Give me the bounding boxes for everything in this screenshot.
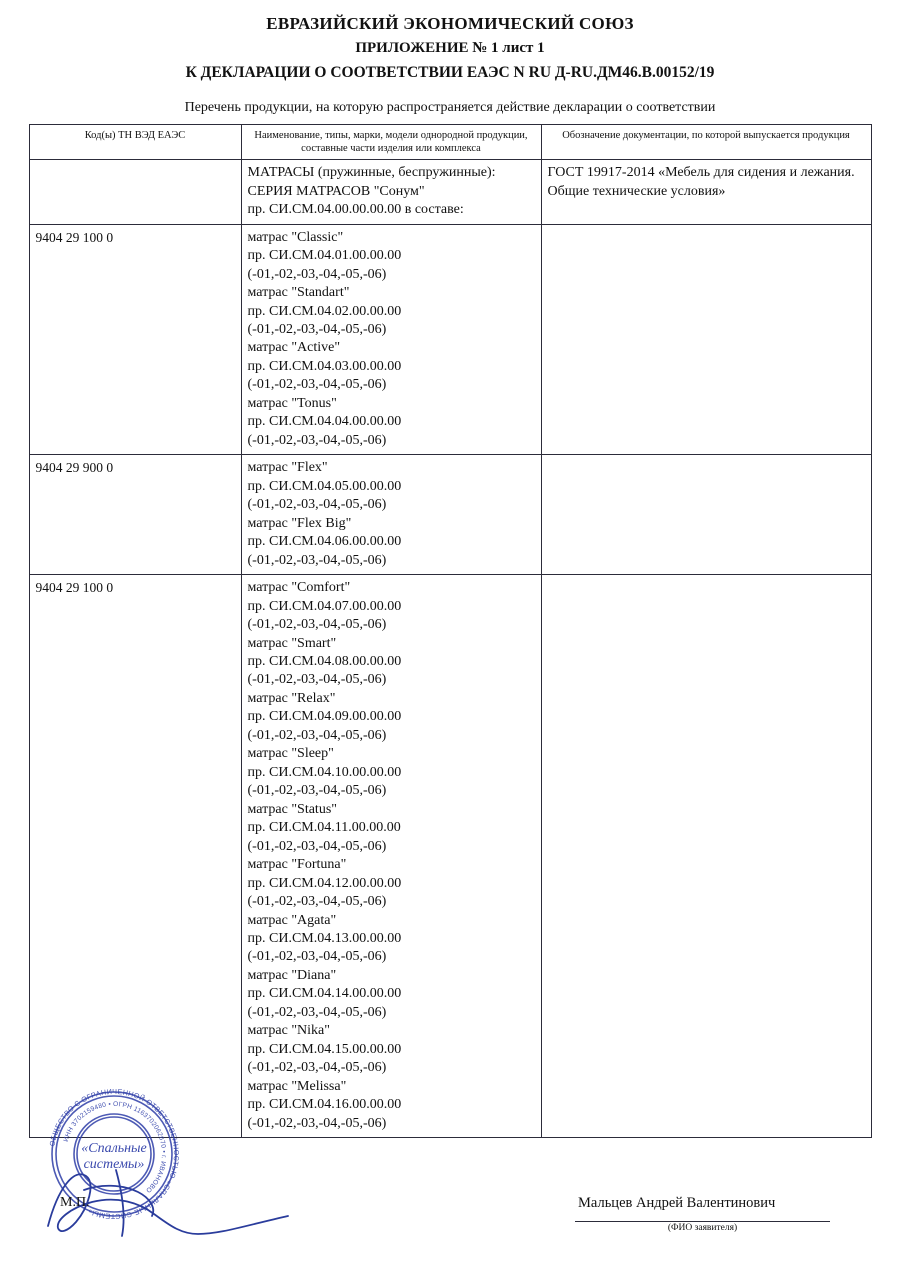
product-name-line: пр. СИ.СМ.04.15.00.00.00 <box>247 1041 402 1057</box>
product-name-line: матрас "Fortuna" <box>247 857 347 873</box>
product-name-line: (-01,-02,-03,-04,-05,-06) <box>247 266 387 282</box>
product-name-line: пр. СИ.СМ.04.09.00.00.00 <box>247 709 402 725</box>
product-name-line: (-01,-02,-03,-04,-05,-06) <box>247 432 387 448</box>
product-name-line: пр. СИ.СМ.04.01.00.00.00 <box>247 248 402 264</box>
table-header-row <box>29 125 871 160</box>
product-name-line: СЕРИЯ МАТРАСОВ "Сонум" <box>247 183 425 199</box>
svg-text:ИНН 3702159480 • ОГРН 11637020: ИНН 3702159480 • ОГРН 1163702062670 • г. ИВАНОВО <box>62 1100 168 1194</box>
product-name-line: матрас "Standart" <box>247 285 350 301</box>
table-body <box>29 160 871 1138</box>
product-name-line: (-01,-02,-03,-04,-05,-06) <box>247 322 387 337</box>
product-name-line: (-01,-02,-03,-04,-05,-06) <box>247 377 387 393</box>
signatory-name: Мальцев Андрей Валентинович <box>578 1195 776 1211</box>
product-name-line: пр. СИ.СМ.04.02.00.00.00 <box>247 303 402 319</box>
product-name-line: пр. СИ.СМ.04.00.00.00.00 в составе: <box>247 202 464 218</box>
header-line-3: К ДЕКЛАРАЦИИ О СООТВЕТСТВИИ ЕАЭС N RU Д-RU.ДМ46.В.00152/19 <box>185 64 715 81</box>
product-name-line: матрас "Flex Big" <box>247 515 352 531</box>
svg-text:ОБЩЕСТВО С ОГРАНИЧЕННОЙ ОТВЕТС: ОБЩЕСТВО С ОГРАНИЧЕННОЙ ОТВЕТСТВЕННОСТЬЮ «СПАЛЬНЫЕ СИСТЕМЫ» <box>47 1086 182 1222</box>
product-name-line: пр. СИ.СМ.04.12.00.00.00 <box>247 875 402 891</box>
seal-place-label: М.П. <box>60 1195 90 1210</box>
document-header <box>0 0 900 82</box>
product-name-line: (-01,-02,-03,-04,-05,-06) <box>247 727 387 743</box>
product-name-line: пр. СИ.СМ.04.03.00.00.00 <box>247 358 402 374</box>
product-name-line: матрас "Agata" <box>247 912 337 928</box>
cell-tnved-code: 9404 29 100 0 <box>29 224 241 455</box>
table-row <box>29 224 871 455</box>
product-name-line: пр. СИ.СМ.04.07.00.00.00 <box>247 598 402 614</box>
product-name-line: (-01,-02,-03,-04,-05,-06) <box>247 949 387 965</box>
cell-product-names <box>241 160 541 224</box>
signature-rule <box>575 1221 830 1222</box>
product-name-line: пр. СИ.СМ.04.13.00.00.00 <box>247 931 402 946</box>
product-name-line: (-01,-02,-03,-04,-05,-06) <box>247 783 387 799</box>
document-subtitle: Перечень продукции, на которую распространяется действие декларации о соответствии <box>184 100 716 115</box>
cell-tnved-code: 9404 29 900 0 <box>29 455 241 575</box>
product-name-line: (-01,-02,-03,-04,-05,-06) <box>247 1115 387 1131</box>
product-list-table <box>29 124 872 1138</box>
product-name-line: матрас "Diana" <box>247 967 337 983</box>
product-name-line: матрас "Classic" <box>247 229 344 245</box>
product-name-line: матрас "Comfort" <box>247 580 351 596</box>
cell-product-names <box>241 455 541 575</box>
cell-documentation: ГОСТ 19917-2014 «Мебель для сидения и лежания. Общие технические условия» <box>541 160 871 224</box>
product-name-line: (-01,-02,-03,-04,-05,-06) <box>247 894 387 910</box>
product-name-line: матрас "Status" <box>247 801 337 817</box>
cell-tnved-code <box>29 160 241 224</box>
svg-text:системы»: системы» <box>83 1157 145 1172</box>
product-name-line: матрас "Relax" <box>247 690 336 706</box>
product-name-line: пр. СИ.СМ.04.05.00.00.00 <box>247 478 402 494</box>
product-name-line: пр. СИ.СМ.04.16.00.00.00 <box>247 1097 402 1113</box>
product-name-line: матрас "Melissa" <box>247 1078 347 1094</box>
product-name-line: (-01,-02,-03,-04,-05,-06) <box>247 1004 387 1020</box>
product-name-line: (-01,-02,-03,-04,-05,-06) <box>247 672 387 688</box>
product-name-line: (-01,-02,-03,-04,-05,-06) <box>247 1060 387 1076</box>
header-line-2: ПРИЛОЖЕНИЕ № 1 лист 1 <box>355 40 545 56</box>
header-line-1: ЕВРАЗИЙСКИЙ ЭКОНОМИЧЕСКИЙ СОЮЗ <box>266 14 634 33</box>
product-name-line: МАТРАСЫ (пружинные, беспружинные): <box>247 165 496 181</box>
product-name-line: матрас "Tonus" <box>247 395 337 411</box>
product-name-line: пр. СИ.СМ.04.06.00.00.00 <box>247 534 402 550</box>
product-name-line: (-01,-02,-03,-04,-05,-06) <box>247 552 387 568</box>
column-header-docs: Обозначение документации, по которой выпускается продукция <box>541 125 871 160</box>
product-name-line: (-01,-02,-03,-04,-05,-06) <box>247 497 387 513</box>
product-name-line: пр. СИ.СМ.04.04.00.00.00 <box>247 414 402 430</box>
product-name-line: матрас "Active" <box>247 340 341 356</box>
cell-product-names <box>241 575 541 1138</box>
product-name-line: матрас "Sleep" <box>247 746 334 762</box>
product-name-line: пр. СИ.СМ.04.14.00.00.00 <box>247 986 402 1002</box>
product-name-line: матрас "Smart" <box>247 635 337 651</box>
product-name-line: (-01,-02,-03,-04,-05,-06) <box>247 838 387 854</box>
product-name-line: (-01,-02,-03,-04,-05,-06) <box>247 617 387 633</box>
table-row <box>29 160 871 224</box>
svg-text:«Спальные: «Спальные <box>81 1141 147 1156</box>
product-name-line: пр. СИ.СМ.04.08.00.00.00 <box>247 653 402 669</box>
product-name-line: пр. СИ.СМ.04.11.00.00.00 <box>247 820 401 836</box>
cell-tnved-code: 9404 29 100 0 <box>29 575 241 1138</box>
document-footer <box>0 1195 900 1280</box>
table-row <box>29 455 871 575</box>
cell-documentation <box>541 455 871 575</box>
column-header-code: Код(ы) ТН ВЭД ЕАЭС <box>29 125 241 160</box>
cell-documentation <box>541 224 871 455</box>
column-header-names: Наименование, типы, марки, модели однородной продукции, составные части изделия или комплекса <box>241 125 541 160</box>
product-name-line: пр. СИ.СМ.04.10.00.00.00 <box>247 764 402 780</box>
cell-product-names <box>241 224 541 455</box>
product-name-line: матрас "Flex" <box>247 460 328 476</box>
table-row <box>29 575 871 1138</box>
signatory-caption: (ФИО заявителя) <box>667 1223 738 1233</box>
cell-documentation <box>541 575 871 1138</box>
product-name-line: матрас "Nika" <box>247 1023 330 1039</box>
